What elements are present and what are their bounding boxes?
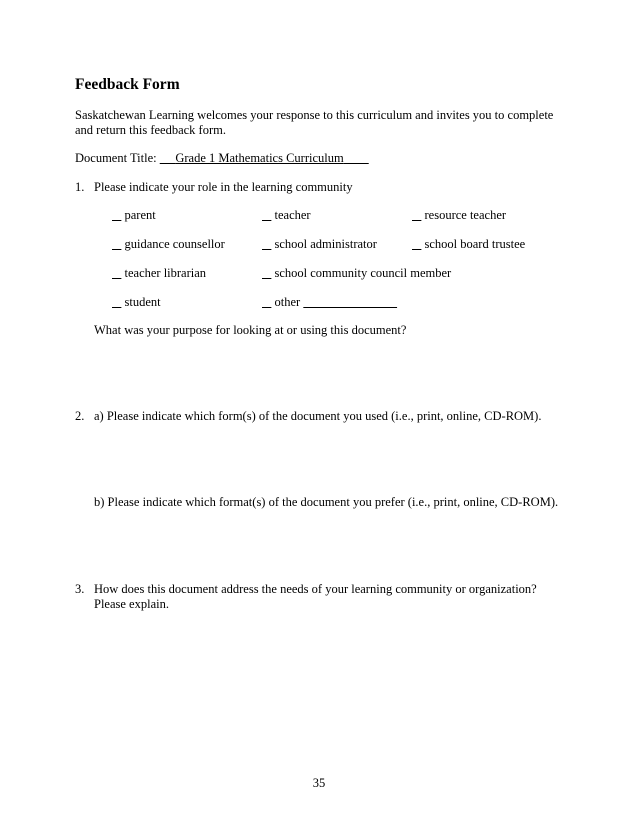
role-option-parent[interactable] <box>112 208 156 223</box>
question-1-number: 1. <box>75 180 85 194</box>
role-option-label: school board trustee <box>424 237 526 251</box>
role-option-teacher[interactable] <box>262 208 311 223</box>
purpose-question: What was your purpose for looking at or using this document? <box>94 323 407 337</box>
question-3-text-line2: Please explain. <box>94 597 169 611</box>
question-2a <box>75 409 541 424</box>
question-2-number: 2. <box>75 409 85 423</box>
form-title: Feedback Form <box>75 76 180 93</box>
intro-paragraph: Saskatchewan Learning welcomes your response to this curriculum and invites you to complete and return this feedback form. <box>75 108 554 137</box>
role-option-guidance-counsellor[interactable] <box>112 237 225 252</box>
role-option-resource-teacher[interactable] <box>412 208 506 223</box>
checkbox-blank[interactable] <box>112 295 121 309</box>
document-title-field[interactable] <box>160 151 369 165</box>
role-option-label: other <box>274 295 301 309</box>
checkbox-blank[interactable] <box>112 208 121 222</box>
role-option-other[interactable] <box>262 295 397 310</box>
other-specify-blank[interactable] <box>303 295 397 309</box>
document-title-value: Grade 1 Mathematics Curriculum <box>175 151 344 165</box>
role-option-label: teacher <box>274 208 311 222</box>
checkbox-blank[interactable] <box>112 266 121 280</box>
role-option-label: school administrator <box>274 237 377 251</box>
page-number: 35 <box>312 776 326 790</box>
question-2b: b) Please indicate which format(s) of the document you prefer (i.e., print, online, CD-ROM). <box>94 495 559 509</box>
role-option-student[interactable] <box>112 295 161 310</box>
document-title-line <box>75 151 369 166</box>
role-option-school-administrator[interactable] <box>262 237 377 252</box>
question-1-text: Please indicate your role in the learning community <box>94 180 353 194</box>
checkbox-blank[interactable] <box>112 237 121 251</box>
role-option-label: student <box>124 295 161 309</box>
role-option-label: guidance counsellor <box>124 237 225 251</box>
question-3-text-line1: How does this document address the needs of your learning community or organization? <box>94 582 537 596</box>
question-3-number: 3. <box>75 582 85 596</box>
role-option-label: parent <box>124 208 156 222</box>
role-option-teacher-librarian[interactable] <box>112 266 206 281</box>
role-option-label: teacher librarian <box>124 266 207 280</box>
question-1 <box>75 180 353 195</box>
checkbox-blank[interactable] <box>262 266 271 280</box>
role-option-label: school community council member <box>274 266 452 280</box>
checkbox-blank[interactable] <box>262 295 271 309</box>
question-2a-text: a) Please indicate which form(s) of the document you used (i.e., print, online, CD-ROM). <box>94 409 542 423</box>
role-option-school-community-council-member[interactable] <box>262 266 451 281</box>
question-3 <box>75 582 537 597</box>
checkbox-blank[interactable] <box>262 208 271 222</box>
document-title-label: Document Title: <box>75 151 157 165</box>
checkbox-blank[interactable] <box>412 237 421 251</box>
role-option-school-board-trustee[interactable] <box>412 237 525 252</box>
role-option-label: resource teacher <box>424 208 507 222</box>
checkbox-blank[interactable] <box>412 208 421 222</box>
checkbox-blank[interactable] <box>262 237 271 251</box>
